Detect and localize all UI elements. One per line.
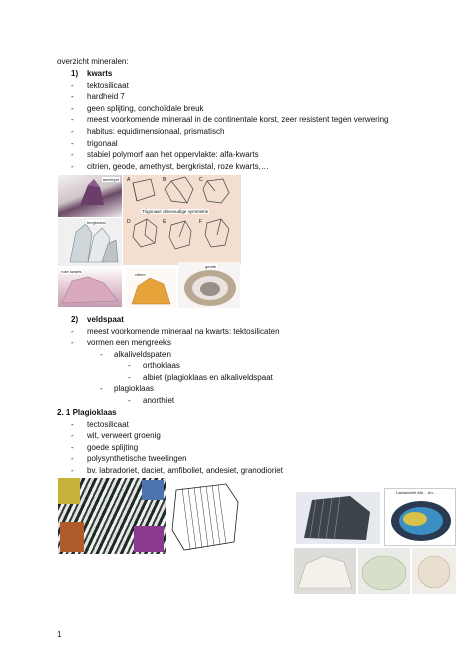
page-title: overzicht mineralen: bbox=[57, 57, 129, 66]
bullet-dash: - bbox=[71, 420, 74, 429]
white-mineral-icon bbox=[294, 548, 356, 594]
thin-section-color-patch bbox=[58, 478, 80, 504]
list-item: tectosilicaat bbox=[87, 420, 129, 429]
section-heading-plagioklaas: 2. 1 Plagioklaas bbox=[57, 408, 117, 417]
diagram-letter: D bbox=[127, 219, 131, 225]
list-item: goede splijting bbox=[87, 443, 139, 452]
labradoriet-photo bbox=[384, 488, 456, 546]
list-item: geen splijting, conchoïdale breuk bbox=[87, 104, 204, 113]
bullet-dash: - bbox=[71, 104, 74, 113]
list-item: albiet (plagioklaas en alkaliveldspaat bbox=[143, 373, 273, 382]
list-item: vormen een mengreeks bbox=[87, 338, 172, 347]
citrien-photo bbox=[126, 268, 176, 308]
diagram-letter: B bbox=[163, 177, 167, 183]
bergkristal-photo bbox=[58, 218, 122, 266]
mineral-sample-photo-3 bbox=[412, 548, 456, 594]
list-item: orthoklaas bbox=[143, 361, 180, 370]
bullet-dash: - bbox=[71, 139, 74, 148]
polysynthetic-twin-drawing bbox=[168, 480, 242, 554]
photo-label-bergkristal: bergkristal bbox=[87, 220, 106, 225]
crystal-forms-drawing bbox=[123, 175, 241, 265]
rock-crystal-icon bbox=[58, 218, 122, 266]
list-item: polysynthetische tweelingen bbox=[87, 454, 187, 463]
photo-label-roze-kwarts: roze kwarts bbox=[61, 269, 82, 274]
bullet-dash: - bbox=[128, 373, 131, 382]
diagram-letter: A bbox=[127, 177, 131, 183]
bullet-dash: - bbox=[71, 327, 74, 336]
greenish-mineral-icon bbox=[358, 548, 410, 594]
bullet-dash: - bbox=[71, 431, 74, 440]
list-item: anorthiet bbox=[143, 396, 175, 405]
thin-section-photo bbox=[58, 478, 166, 554]
photo-label-geode: geode bbox=[205, 264, 217, 269]
trigonal-crystal-diagram bbox=[123, 175, 241, 265]
list-item: hardheid 7 bbox=[87, 92, 125, 101]
labradorite-stone-icon bbox=[385, 489, 455, 545]
plagioclase-crystal-photo bbox=[296, 492, 380, 544]
bullet-dash: - bbox=[71, 338, 74, 347]
diagram-letter: F bbox=[199, 219, 203, 225]
thin-section-color-patch bbox=[60, 522, 84, 552]
bullet-dash: - bbox=[128, 361, 131, 370]
bullet-dash: - bbox=[71, 466, 74, 475]
section-heading-veldspaat: veldspaat bbox=[87, 315, 124, 324]
diagram-letter: C bbox=[199, 177, 203, 183]
roze-kwarts-photo bbox=[58, 267, 122, 307]
list-item: plagioklaas bbox=[114, 384, 155, 393]
thin-section-color-patch bbox=[142, 480, 164, 500]
twinning-sketch bbox=[168, 480, 242, 554]
list-item: meest voorkomende mineraal in de continentale korst, zeer resistent tegen verwering bbox=[87, 115, 389, 124]
thin-section-color-patch bbox=[134, 526, 164, 552]
page-number: 1 bbox=[57, 630, 62, 639]
bullet-dash: - bbox=[71, 454, 74, 463]
section-heading-kwarts: kwarts bbox=[87, 69, 113, 78]
bullet-dash: - bbox=[71, 81, 74, 90]
mineral-sample-photo-1 bbox=[294, 548, 356, 594]
bullet-dash: - bbox=[71, 162, 74, 171]
list-item: wit, verweert groenig bbox=[87, 431, 161, 440]
list-item: habitus: equidimensionaal, prismatisch bbox=[87, 127, 225, 136]
diagram-letter: E bbox=[163, 219, 167, 225]
bullet-dash: - bbox=[71, 443, 74, 452]
list-item: bv. labradoriet, daciet, amfiboliet, andesiet, granodioriet bbox=[87, 466, 283, 475]
cream-mineral-icon bbox=[412, 548, 456, 594]
amethyst-photo bbox=[58, 175, 122, 217]
bullet-dash: - bbox=[71, 127, 74, 136]
list-item: meest voorkomende mineraal na kwarts: tektosilicaten bbox=[87, 327, 280, 336]
geode-photo bbox=[178, 262, 240, 308]
dark-crystal-icon bbox=[296, 492, 380, 544]
mineral-sample-photo-2 bbox=[358, 548, 410, 594]
photo-label-citrien: citrien bbox=[135, 272, 146, 277]
bullet-dash: - bbox=[100, 350, 103, 359]
list-item: citrien, geode, amethyst, bergkristal, roze kwarts,… bbox=[87, 162, 269, 171]
bullet-dash: - bbox=[128, 396, 131, 405]
list-item: alkaliveldspaten bbox=[114, 350, 171, 359]
photo-label-amethyst: amethyst bbox=[102, 177, 119, 182]
list-item: trigonaal bbox=[87, 139, 118, 148]
bullet-dash: - bbox=[100, 384, 103, 393]
section-number-kwarts: 1) bbox=[71, 69, 79, 78]
section-number-veldspaat: 2) bbox=[71, 315, 79, 324]
list-item: tektosilicaat bbox=[87, 81, 129, 90]
bullet-dash: - bbox=[71, 115, 74, 124]
photo-label-labradoriet: Labradoriet Alb… An… bbox=[396, 490, 437, 495]
bullet-dash: - bbox=[71, 150, 74, 159]
list-item: stabiel polymorf aan het oppervlakte: alfa-kwarts bbox=[87, 150, 259, 159]
diagram-caption: Trigonaal: drievoudige symmetrie bbox=[142, 209, 209, 214]
bullet-dash: - bbox=[71, 92, 74, 101]
